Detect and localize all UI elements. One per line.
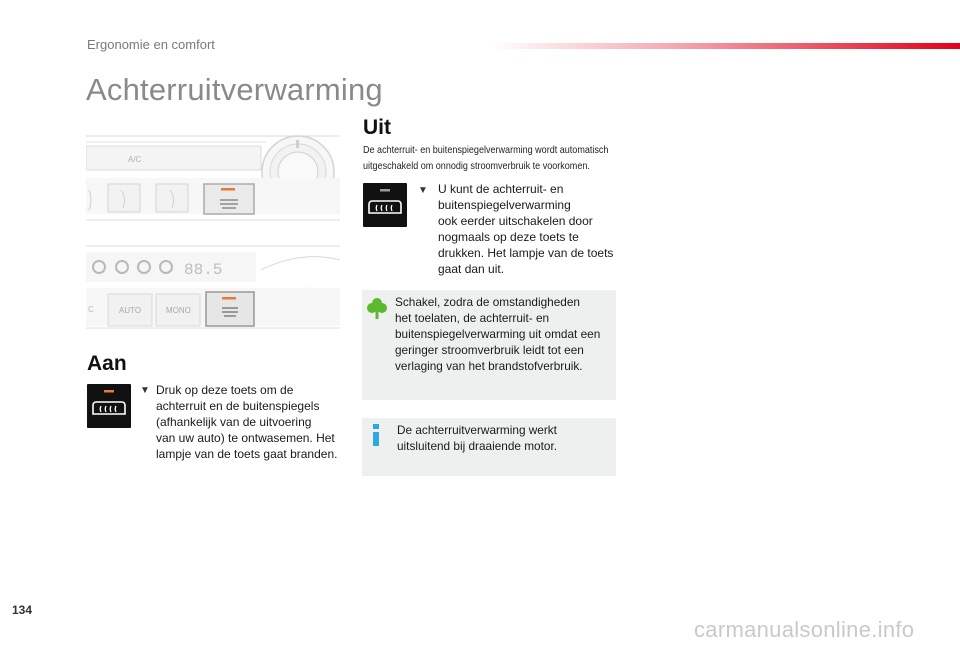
info-note-text: De achterruitverwarming werkt uitsluitend bij draaiende motor. [397, 423, 558, 453]
aan-heading: Aan [87, 352, 127, 375]
rear-defrost-off-button-icon [363, 183, 407, 227]
tree-icon [367, 297, 387, 319]
rear-defrost-on-button-icon [87, 384, 131, 428]
page-number: 134 [12, 603, 33, 617]
auto-label: AUTO [119, 306, 142, 315]
control-panel-bottom-illustration [86, 242, 340, 330]
uit-instruction: U kunt de achterruit- en buitenspiegelverwarming ook eerder uitschakelen door nogmaals op deze toets te drukken. Het lampje van de toets gaat dan uit. [438, 182, 614, 276]
watermark: carmanualsonline.info [694, 617, 915, 642]
info-note [362, 418, 616, 476]
control-panel-top-illustration [86, 128, 340, 224]
display-readout: 88.5 [184, 261, 223, 279]
page-title: Achterruitverwarming [86, 72, 383, 107]
uit-bullet: ▼ [418, 185, 428, 196]
header-accent-bar [490, 43, 960, 49]
eco-note-text: Schakel, zodra de omstandigheden het toelaten, de achterruit- en buitenspiegelverwarming uit omdat een geringer stroomverbruik leidt tot een verlaging van het brandstofverbruik. [395, 295, 601, 373]
mono-label: MONO [166, 306, 191, 315]
aan-bullet: ▼ [140, 385, 150, 396]
aan-instruction: Druk op deze toets om de achterruit en de buitenspiegels (afhankelijk van de uitvoering van uw auto) te ontwasemen. Het lampje van de toets gaat branden. [156, 383, 338, 461]
uit-heading: Uit [363, 116, 391, 139]
left-label: C [88, 305, 94, 314]
ac-label: A/C [128, 155, 142, 164]
uit-intro: De achterruit- en buitenspiegelverwarming wordt automatisch uitgeschakeld om onnodig stroomverbruik te voorkomen. [363, 144, 609, 172]
section-header: Ergonomie en comfort [87, 37, 215, 52]
info-icon [370, 424, 382, 446]
eco-note [362, 290, 616, 400]
